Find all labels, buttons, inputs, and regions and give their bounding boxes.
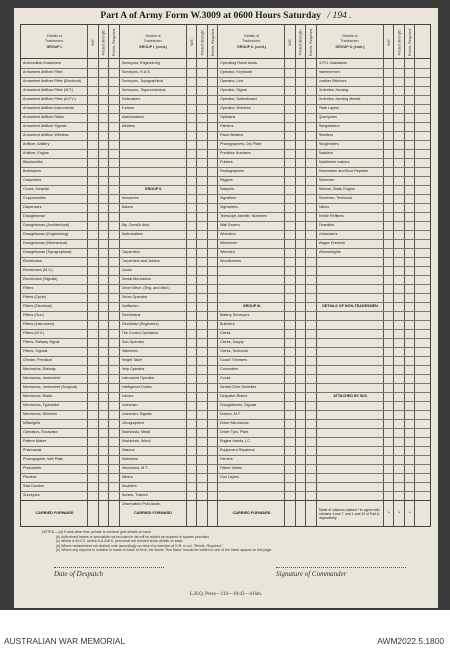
note-line: NOTES.—(a) If rank other than private is involved give details on back.: [42, 530, 152, 534]
trade-cell: Armament Artificer Fitter (W.T.): [23, 87, 74, 92]
trade-cell: Textile Refitters: [318, 213, 344, 218]
trade-cell: Carpenters: [121, 249, 140, 254]
trade-cell: Clerks, Supply: [220, 339, 244, 344]
note-line: (e) Where any request or notation is made on back of form, the words "See Back" should be written in one of the blank spaces on this page.: [56, 548, 273, 553]
row-line: [21, 302, 430, 303]
trade-cell: Operator, Switchboard: [220, 96, 257, 101]
trade-cell: Blacksmiths: [23, 159, 43, 164]
trade-cell: Photographers, Dry Plate: [220, 141, 262, 146]
archive-id: AWM2022.5.1800: [377, 636, 444, 646]
header-details-text: Tradesmen.: [44, 38, 65, 43]
trade-cell: Fitters: [23, 285, 34, 290]
row-line: [21, 365, 430, 366]
trade-cell: Saddlers: [318, 150, 334, 155]
trade-cell: Saw Doctors: [23, 483, 44, 488]
trade-cell: Draughtsman (Architectural): [23, 222, 70, 227]
trade-cell: Machinists, Wood: [121, 438, 151, 443]
trade-cell: Bty. Comd's Asst.: [121, 222, 151, 227]
trade-cell: Concreters: [220, 366, 239, 371]
row-line: [21, 131, 430, 132]
trade-cell: Fitters' Mates: [220, 465, 243, 470]
header-group-text: GROUP I.: [46, 45, 63, 50]
trade-cell: Intelligence Duties: [121, 384, 152, 389]
vertical-header-text: Posted Strength.: [298, 28, 303, 56]
trade-cell: Fitters, Signals: [23, 348, 48, 353]
row-line: [21, 176, 430, 177]
trade-cell: Wiremen: [220, 249, 235, 254]
trade-cell: Mechanics, Typewriter: [23, 402, 60, 407]
trade-cell: Equipment Repairers: [220, 447, 255, 452]
header-details-text: Details of: [145, 34, 161, 39]
row-line: [21, 311, 430, 312]
trade-cell: Fire Control Operators: [121, 330, 159, 335]
trade-cell: Surveyors, Topographical: [121, 78, 164, 83]
trade-cell: Driver-Operator: [121, 294, 148, 299]
trade-cell: GROUP III.: [242, 303, 262, 308]
trade-cell: Draughtsmen, Signals: [220, 402, 257, 407]
trade-cell: Operator, Line: [220, 78, 244, 83]
trade-cell: Electrician (Engineers): [121, 321, 159, 326]
trade-cell: Hammermen: [318, 69, 340, 74]
trade-cell: Photowriter: [23, 465, 42, 470]
header-details-text: Details of: [342, 34, 358, 39]
trade-cell: ATTACHED BY W.E.: [333, 393, 368, 398]
trade-cell: Plate Layers: [318, 105, 339, 110]
trade-cell: Woodturners: [220, 258, 242, 263]
trade-cell: Mechanics, M.T.: [121, 465, 149, 470]
vertical-header-text: Posted Strength.: [101, 28, 106, 56]
trade-cell: Operator, Keyboard: [220, 69, 253, 74]
trade-cell: Lithographers: [121, 420, 145, 425]
trade-cell: Engine Hands, I.C.: [220, 438, 251, 443]
trade-cell: Farriers: [220, 456, 233, 461]
trade-cell: Saddletree makers: [318, 159, 350, 164]
trade-cell: Linesman, Signals: [121, 411, 152, 416]
row-line: [21, 86, 430, 87]
total-marker: *: [398, 511, 400, 516]
total-marker: *: [409, 511, 411, 516]
trade-cell: Masons: [121, 447, 135, 452]
trade-cell: Draughtsman: [23, 213, 46, 218]
trade-cell: Vulcanizers: [318, 231, 338, 236]
form-date-stub: / 194 .: [327, 10, 352, 21]
trade-cell: Winchmen: [220, 240, 238, 245]
trade-cell: Welders: [121, 123, 135, 128]
trade-cell: Rivetters: [318, 132, 334, 137]
trade-cell: Operator, Wireless: [220, 105, 251, 110]
trade-cell: Motormen: [121, 456, 139, 461]
trade-cell: Moulders: [121, 483, 137, 488]
form-title-text: Part A of Army Form W.3009 at 0600 Hours Saturday: [100, 10, 321, 21]
trade-cell: Instrument Operator: [121, 375, 155, 380]
trade-cell: Millwrights: [23, 420, 41, 425]
trade-cell: Observation Post Assts.: [121, 501, 161, 506]
trade-cell: Draughtsman (Mechanical): [23, 240, 68, 245]
trade-cell: Storemen: [318, 177, 335, 182]
note-line: (d) Where replacement not desired note accordingly on return by insertion of N.R. in col. "Reinfs. Required.": [56, 543, 223, 548]
note-line: (b) Authorized trades or specialists not included in list will be added as required in spaces provided.: [56, 534, 210, 539]
trade-cell: Mechanics, Wireless: [23, 411, 57, 416]
trade-cell: Armament Artificer Instruments: [23, 105, 74, 110]
row-line: [21, 329, 430, 330]
note-line: (c) Where a W.S.S. and/or A.A.&W.S. personnel are desired show details on back.: [56, 539, 184, 544]
vertical-header-text: Reinfs. Required.: [210, 28, 215, 56]
row-line: [21, 275, 430, 276]
trade-cell: Armament Artificer Signals: [23, 123, 67, 128]
row-line: [21, 392, 430, 393]
trade-cell: Rangetakers: [318, 123, 340, 128]
trade-cell: Driver Mech. (Eng. and Med.): [121, 285, 170, 290]
trade-cell: DETAILS OF NON-TRADESMEN.: [322, 303, 379, 308]
form-title: [14, 10, 438, 21]
trade-cell: Cooks, Hospital: [23, 186, 49, 191]
row-line: [21, 401, 430, 402]
trade-cell: Operators, Excavator: [23, 429, 58, 434]
trade-cell: Driver Mechanics: [220, 420, 249, 425]
trade-cell: Armament Artificer Fitter: [23, 69, 63, 74]
trade-cell: Pattern Maker: [23, 438, 47, 443]
trade-cell: Orderlies, Nursing Mental: [318, 96, 361, 101]
header-details-text: Tradesmen.: [241, 38, 262, 43]
trade-cell: Bakers: [121, 204, 133, 209]
trade-cell: Fitters, Railway Signal: [23, 339, 60, 344]
trade-cell: Hatchmen: [121, 348, 139, 353]
row-line: [21, 77, 430, 78]
trade-cell: Electricians (M.V.): [23, 267, 53, 272]
trade-cell: Panel Beaters: [220, 132, 244, 137]
signature-label: Signature of Commander: [276, 570, 347, 578]
trade-cell: Mechanics, Instrument: [23, 375, 61, 380]
vertical-header-text: W.E.: [288, 38, 293, 46]
press-line: L.H.Q. Press—116—10/43—416m.: [189, 592, 263, 597]
row-line: [21, 158, 430, 159]
trade-cell: Tinsmiths: [318, 222, 335, 227]
army-form-sheet: [14, 8, 438, 608]
trade-cell: Artificer, Engine: [23, 150, 49, 155]
trade-cell: Wheelers: [220, 231, 236, 236]
trade-cell: Roughriders: [318, 141, 339, 146]
trade-cell: Electricians: [23, 258, 42, 263]
trade-cell: Leather Stitchers: [318, 78, 347, 83]
trade-cell: Dispensers: [23, 204, 42, 209]
trade-cell: Height Taker: [121, 357, 143, 362]
trade-cell: Help Operator: [121, 366, 145, 371]
trade-cell: Machinists, Metal: [121, 429, 150, 434]
trade-cell: Shoemaker and Boot Repairer: [318, 168, 369, 173]
trade-cell: Gun Layers: [220, 474, 240, 479]
trade-cell: Fitters (Instrument): [23, 321, 55, 326]
trade-cell: Joiners: [121, 393, 134, 398]
trade-cell: Radiographers: [220, 168, 245, 173]
trade-cell: Mechanics, Instrument (Surgical): [23, 384, 77, 389]
trade-cell: Mechanics, Railway: [23, 366, 56, 371]
trade-cell: Wall Savers: [220, 222, 240, 227]
row-line: [21, 149, 430, 150]
trade-cell: Photographer, Wet Plate: [23, 456, 64, 461]
trade-cell: Gun Operator: [121, 339, 145, 344]
trade-cell: Surveyors, Engineering: [121, 60, 160, 65]
trade-cell: G.P.O. Assistants: [318, 60, 347, 65]
trade-cell: Despatch Riders: [220, 393, 248, 398]
archive-caption-bar: [0, 610, 450, 653]
trade-cell: Opticians: [220, 114, 236, 119]
trade-cell: Telescope Identifn. Numbers: [220, 213, 267, 218]
row-line: [21, 464, 430, 465]
row-line: [21, 491, 430, 492]
date-of-despatch-label: Date of Despatch: [54, 570, 103, 578]
carried-forward-label: CARRIED FORWARD: [232, 511, 271, 516]
trades-table: [20, 24, 431, 527]
vertical-header-text: Reinfs. Required.: [112, 28, 117, 56]
row-line: [21, 473, 430, 474]
trade-cell: Dental Mechanics: [121, 276, 151, 281]
trade-cell: Predictor Numbers: [220, 150, 251, 155]
row-line: [21, 167, 430, 168]
row-line: [21, 338, 430, 339]
row-line: [21, 95, 430, 96]
trade-cell: Ammunition Examiners: [23, 60, 61, 65]
trade-cell: Drivers, M.T.: [220, 411, 241, 416]
trade-cell: Armourers: [121, 195, 139, 200]
trade-cell: Driver Tpts. Plant: [220, 429, 249, 434]
header-details-text: Tradesmen.: [340, 38, 360, 43]
archive-name: AUSTRALIAN WAR MEMORIAL: [4, 636, 126, 646]
trade-cell: Miners: [121, 474, 133, 479]
signature-line: [276, 567, 406, 568]
row-line: [21, 356, 430, 357]
header-group-text: GROUP II. (cont.): [335, 45, 365, 50]
row-line: [21, 140, 430, 141]
total-marker: *: [388, 511, 390, 516]
trade-cell: Cooks: [121, 267, 132, 272]
trade-cell: Shortmen, Technical: [318, 195, 352, 200]
trade-cell: Sawyers: [220, 186, 235, 191]
trade-cell: Carpenters: [23, 177, 42, 182]
vertical-header-text: Reinfs. Required.: [309, 28, 314, 56]
trade-cell: Armament Artificer Fitter (A.F.V.): [23, 96, 76, 101]
row-line: [21, 428, 430, 429]
row-line: [21, 212, 430, 213]
trade-cell: Wheelwrights: [318, 249, 341, 254]
trade-cell: Tailors: [318, 204, 330, 209]
row-line: [21, 203, 430, 204]
trade-cell: Surveyors, Trigonometrical: [121, 87, 166, 92]
trade-cell: Watchmakers: [121, 114, 144, 119]
trade-cell: Bricklayers: [23, 168, 42, 173]
row-line: [21, 446, 430, 447]
trade-cell: Turners: [121, 105, 135, 110]
totals-note: Totals of columns marked * to agree with columns 4 and 7, and 1 and 10 of Part A. respectively.: [318, 507, 380, 521]
trade-cell: Armament Artificer Radio: [23, 114, 64, 119]
header-group-text: GROUP I. (cont.): [138, 45, 168, 50]
carried-forward-label: CARRIED FORWARD: [134, 511, 172, 516]
row-line: [21, 347, 430, 348]
trade-cell: Pharmacist: [23, 447, 42, 452]
trade-cell: Orderlies, Nursing: [318, 87, 349, 92]
trade-cell: Draughtsman (Engineering): [23, 231, 69, 236]
trade-cell: Butchers: [220, 321, 235, 326]
row-line: [21, 230, 430, 231]
trade-cell: Operator, Signal: [220, 87, 247, 92]
trade-cell: Dental Clerk Orderlies: [220, 384, 257, 389]
vertical-header-text: Posted Strength.: [200, 28, 205, 56]
form-notes: [42, 530, 422, 553]
trade-cell: Signwriters: [220, 204, 239, 209]
trade-cell: Coach Trimmers: [220, 357, 248, 362]
trade-cell: Artificer, Artillery: [23, 141, 50, 146]
header-details-text: Tradesmen.: [143, 38, 163, 43]
trade-cell: Electricians: [121, 312, 141, 317]
row-line: [21, 257, 430, 258]
row-line: [21, 104, 430, 105]
vertical-header-text: W.E.: [91, 38, 96, 46]
vertical-header-text: W.E.: [386, 38, 391, 46]
row-line: [21, 113, 430, 114]
row-line: [21, 122, 430, 123]
trade-cell: Printers: [220, 159, 233, 164]
trade-cell: Linesman: [121, 402, 138, 407]
trade-cell: Surveyors, R.A.S.: [121, 69, 151, 74]
row-line: [21, 185, 430, 186]
trade-cell: Quarrymen: [318, 114, 337, 119]
trade-cell: Riggers: [220, 177, 233, 182]
row-line: [21, 437, 430, 438]
trade-cell: Wagon Erectors: [318, 240, 345, 245]
vertical-header-text: Reinfs. Required.: [407, 28, 412, 56]
trade-cell: Armament Artificer Fitter (Electrical): [23, 78, 82, 83]
row-line: [21, 293, 430, 294]
trade-cell: GROUP II.: [144, 186, 163, 191]
row-line: [21, 284, 430, 285]
trade-cell: Plumber: [23, 474, 37, 479]
trade-cell: Clerks, Technical: [220, 348, 248, 353]
row-line: [21, 383, 430, 384]
trade-cell: Battery Surveyors: [220, 312, 250, 317]
row-line: [21, 320, 430, 321]
trade-cell: Fitters (Electrical): [23, 303, 52, 308]
vertical-header-text: W.E.: [189, 38, 194, 46]
row-line: [21, 410, 430, 411]
row-line: [21, 194, 430, 195]
header-group-text: GROUP II. (cont.): [236, 45, 267, 50]
trade-cell: Fitters (Cycle): [23, 294, 46, 299]
header-details-text: Details of: [47, 34, 62, 39]
trade-cell: Surveyors: [23, 492, 40, 497]
trade-cell: Mechanics, Radio: [23, 393, 53, 398]
carried-forward-label: CARRIED FORWARD: [35, 511, 74, 516]
row-line: [21, 419, 430, 420]
row-line: [21, 68, 430, 69]
vertical-header-text: Posted Strength.: [397, 28, 402, 56]
row-line: [21, 221, 430, 222]
trade-cell: Boilermakers: [121, 231, 144, 236]
row-line: [21, 374, 430, 375]
trade-cell: Coppersmiths: [23, 195, 46, 200]
date-line: [54, 567, 164, 568]
trade-cell: Toolmakers: [121, 96, 141, 101]
trade-cell: Nurses, Trained: [121, 492, 148, 497]
row-line: [21, 239, 430, 240]
trade-cell: Fitters (Gun): [23, 312, 44, 317]
row-line: [21, 455, 430, 456]
header-details-text: Details of: [244, 34, 259, 39]
trade-cell: Carpenters and Joiners: [121, 258, 160, 263]
trade-cell: Grinder, Precision: [23, 357, 53, 362]
row-line: [21, 248, 430, 249]
trade-cell: Operating Room Assts.: [220, 60, 258, 65]
trade-cell: Painters: [220, 123, 234, 128]
trade-cell: Electricians (Signals): [23, 276, 58, 281]
row-line: [21, 266, 430, 267]
trade-cell: Armament Artificer Wireless: [23, 132, 69, 137]
trade-cell: Cooks: [220, 375, 231, 380]
trade-cell: Draughtsman (Topographical): [23, 249, 72, 254]
trade-cell: Clerks: [220, 330, 231, 335]
trade-cell: Signallers: [220, 195, 237, 200]
trade-cell: Fitters (M.V.): [23, 330, 44, 335]
row-line: [21, 482, 430, 483]
trade-cell: Draftsmen: [121, 303, 139, 308]
trade-cell: Stokers, Static Engine: [318, 186, 355, 191]
